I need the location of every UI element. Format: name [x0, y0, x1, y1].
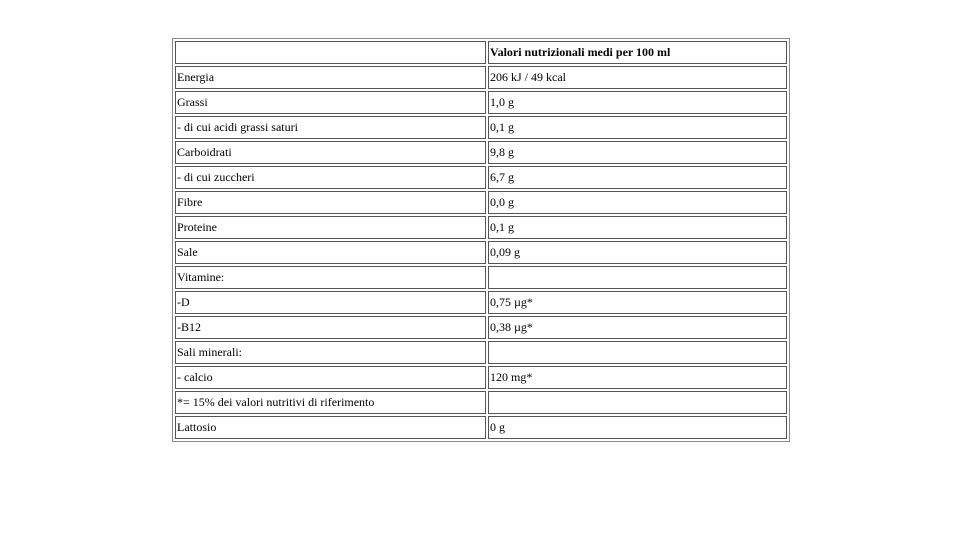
table-row	[175, 341, 787, 364]
nutrient-label: Vitamine:	[175, 266, 486, 289]
table-header-row	[175, 41, 787, 64]
header-label-cell	[175, 41, 486, 64]
nutrient-label: -B12	[175, 316, 486, 339]
nutrient-value: 6,7 g	[488, 166, 787, 189]
table-row	[175, 216, 787, 239]
footnote-label: *= 15% dei valori nutritivi di riferimento	[175, 391, 486, 414]
table-row	[175, 91, 787, 114]
nutrient-label: Carboidrati	[175, 141, 486, 164]
nutrient-value: 1,0 g	[488, 91, 787, 114]
nutrient-label: - di cui zuccheri	[175, 166, 486, 189]
nutrient-value: 0,0 g	[488, 191, 787, 214]
nutrient-label: Grassi	[175, 91, 486, 114]
table-row	[175, 266, 787, 289]
nutrient-label: - calcio	[175, 366, 486, 389]
table-row	[175, 141, 787, 164]
nutrient-label: Energia	[175, 66, 486, 89]
table-row	[175, 316, 787, 339]
table-row	[175, 166, 787, 189]
nutrient-label: -D	[175, 291, 486, 314]
nutrient-value	[488, 391, 787, 414]
nutrient-value: 0,09 g	[488, 241, 787, 264]
nutrient-label: Fibre	[175, 191, 486, 214]
nutrient-value: 0,38 µg*	[488, 316, 787, 339]
nutrient-label: - di cui acidi grassi saturi	[175, 116, 486, 139]
table-row	[175, 116, 787, 139]
header-value-cell: Valori nutrizionali medi per 100 ml	[488, 41, 787, 64]
nutrient-label: Lattosio	[175, 416, 486, 439]
nutrient-value: 9,8 g	[488, 141, 787, 164]
nutrient-label: Sali minerali:	[175, 341, 486, 364]
table-row	[175, 416, 787, 439]
table-row	[175, 366, 787, 389]
nutrient-value	[488, 341, 787, 364]
nutrient-label: Proteine	[175, 216, 486, 239]
nutrition-table	[172, 38, 790, 442]
nutrient-value: 0 g	[488, 416, 787, 439]
table-row	[175, 66, 787, 89]
table-row	[175, 391, 787, 414]
nutrient-value: 120 mg*	[488, 366, 787, 389]
table-row	[175, 191, 787, 214]
table-row	[175, 291, 787, 314]
table-row	[175, 241, 787, 264]
nutrient-value: 0,1 g	[488, 216, 787, 239]
nutrient-value: 0,75 µg*	[488, 291, 787, 314]
nutrient-label: Sale	[175, 241, 486, 264]
nutrient-value: 206 kJ / 49 kcal	[488, 66, 787, 89]
nutrient-value: 0,1 g	[488, 116, 787, 139]
nutrient-value	[488, 266, 787, 289]
